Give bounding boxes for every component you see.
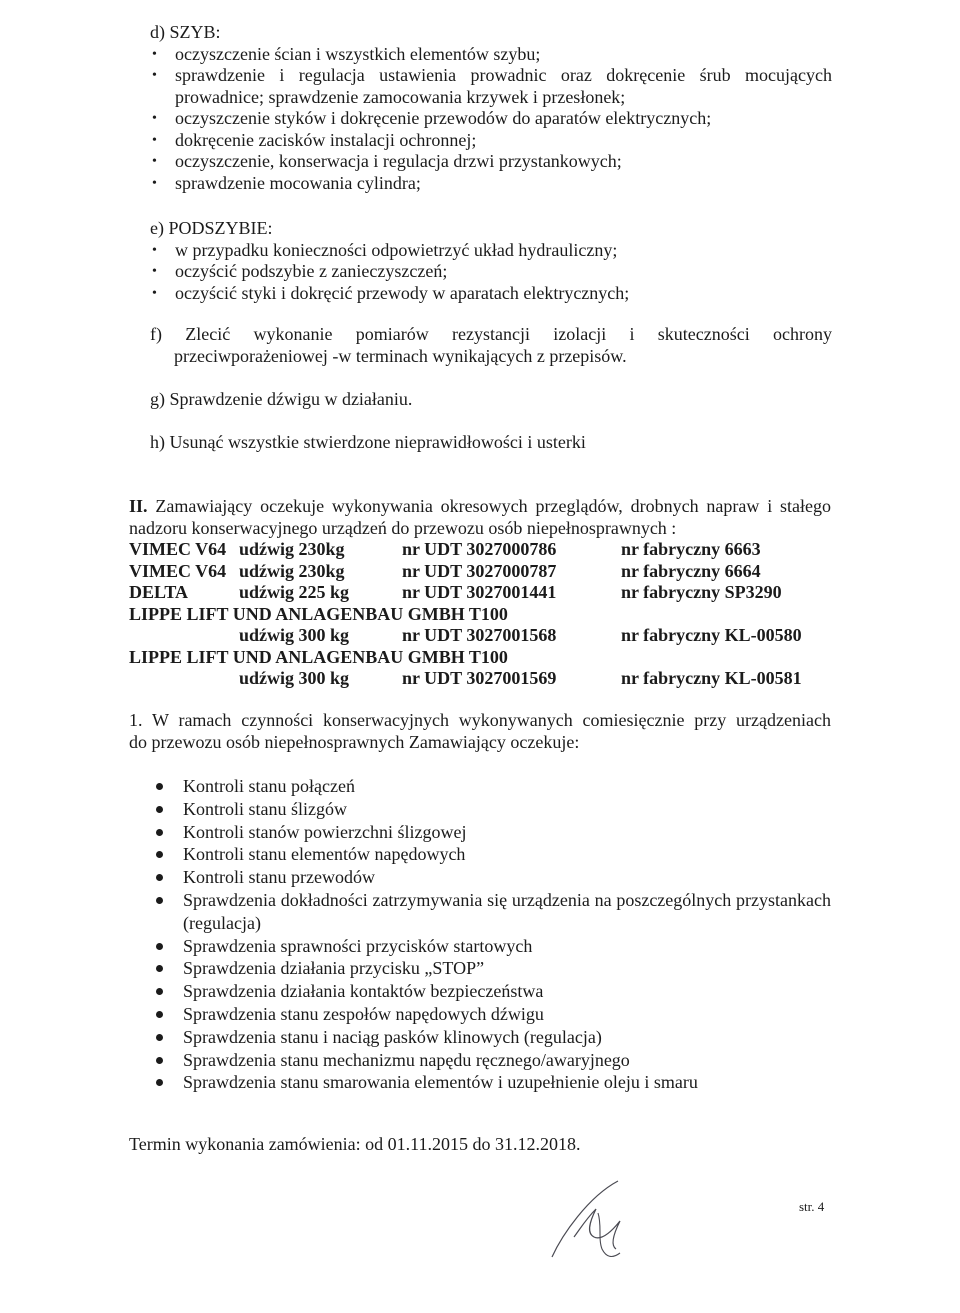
device-serial: nr fabryczny 6663 xyxy=(621,539,761,559)
device-udt: nr UDT 3027001569 xyxy=(402,668,557,688)
device-serial: nr fabryczny KL-00580 xyxy=(621,625,802,645)
list-item: • w przypadku konieczności odpowietrzyć układ hydrauliczny; xyxy=(150,240,832,262)
checklist-list xyxy=(129,775,831,1094)
device-capacity: udźwig 300 kg xyxy=(239,625,350,645)
list-item: Sprawdzenia stanu zespołów napędowych dźwigu xyxy=(129,1003,831,1026)
section-e xyxy=(150,218,832,304)
device-model: VIMEC V64 xyxy=(129,539,227,559)
section-II-intro-text: Zamawiający oczekuje wykonywania okresowych przeglądów, drobnych napraw i stałego nadzoru konserwacyjnego urządzeń do przewozu osób niepełnosprawnych : xyxy=(129,496,831,538)
section-f-line1: f) Zlecić wykonanie pomiarów rezystancji izolacji i skuteczności ochrony xyxy=(150,324,832,344)
list-item: • oczyszczenie, konserwacja i regulacja drzwi przystankowych; xyxy=(150,151,832,173)
section-f xyxy=(150,324,832,367)
list-item: Sprawdzenia dokładności zatrzymywania się urządzenia na poszczególnych przystankach (regulacja) xyxy=(129,889,831,935)
point-1 xyxy=(129,710,831,753)
section-d xyxy=(150,22,832,194)
device-model: LIPPE LIFT UND ANLAGENBAU GMBH T100 xyxy=(129,646,508,667)
list-item: Sprawdzenia stanu i naciąg pasków klinowych (regulacja) xyxy=(129,1026,831,1049)
list-item: Kontroli stanów powierzchni ślizgowej xyxy=(129,821,831,844)
list-item: Sprawdzenia stanu mechanizmu napędu ręcznego/awaryjnego xyxy=(129,1049,831,1072)
list-item: Kontroli stanu połączeń xyxy=(129,775,831,798)
list-item: • sprawdzenie mocowania cylindra; xyxy=(150,173,832,195)
device-model: VIMEC V64 xyxy=(129,560,227,581)
section-e-heading: e) PODSZYBIE: xyxy=(150,218,273,238)
device-serial: nr fabryczny KL-00581 xyxy=(621,668,802,688)
section-II xyxy=(129,496,831,539)
section-d-list xyxy=(150,44,832,195)
device-udt: nr UDT 3027001441 xyxy=(402,582,557,602)
device-udt: nr UDT 3027000786 xyxy=(402,539,557,559)
signature-icon xyxy=(540,1175,640,1265)
list-item: Kontroli stanu ślizgów xyxy=(129,798,831,821)
list-item: • oczyszczenie styków i dokręcenie przewodów do aparatów elektrycznych; xyxy=(150,108,832,130)
section-e-list xyxy=(150,240,832,305)
section-d-heading: d) SZYB: xyxy=(150,22,221,42)
device-udt: nr UDT 3027000787 xyxy=(402,560,557,581)
deadline xyxy=(129,1134,831,1156)
point-1-line1: 1. W ramach czynności konserwacyjnych wykonywanych comiesięcznie przy urządzeniach xyxy=(129,710,831,730)
device-serial: nr fabryczny SP3290 xyxy=(621,582,782,602)
point-1-line2: do przewozu osób niepełnosprawnych Zamawiający oczekuje: xyxy=(129,731,580,752)
section-g xyxy=(150,389,832,411)
list-item: Sprawdzenia stanu smarowania elementów i uzupełnienie oleju i smaru xyxy=(129,1071,831,1094)
section-h-text: h) Usunąć wszystkie stwierdzone nieprawidłowości i usterki xyxy=(150,432,586,452)
device-capacity: udźwig 300 kg xyxy=(239,668,350,688)
device-udt: nr UDT 3027001568 xyxy=(402,625,557,645)
list-item: Kontroli stanu przewodów xyxy=(129,866,831,889)
list-item: Sprawdzenia działania kontaktów bezpieczeństwa xyxy=(129,980,831,1003)
section-f-line2: przeciwporażeniowej -w terminach wynikających z przepisów. xyxy=(174,345,627,366)
section-II-intro xyxy=(129,496,831,539)
page-number: str. 4 xyxy=(799,1199,825,1214)
list-item: Kontroli stanu elementów napędowych xyxy=(129,843,831,866)
list-item: Sprawdzenia działania przycisku „STOP” xyxy=(129,957,831,980)
list-item: • oczyszczenie ścian i wszystkich elementów szybu; xyxy=(150,44,832,66)
device-serial: nr fabryczny 6664 xyxy=(621,560,761,581)
list-item: • dokręcenie zacisków instalacji ochronnej; xyxy=(150,130,832,152)
device-model: LIPPE LIFT UND ANLAGENBAU GMBH T100 xyxy=(129,603,508,624)
list-item: • oczyścić podszybie z zanieczyszczeń; xyxy=(150,261,832,283)
section-II-numeral: II. xyxy=(129,496,148,516)
section-g-text: g) Sprawdzenie dźwigu w działaniu. xyxy=(150,389,413,409)
device-model: DELTA xyxy=(129,582,189,602)
list-item: • sprawdzenie i regulacja ustawienia prowadnic oraz dokręcenie śrub mocujących prowadnice; sprawdzenie zamocowania krzywek i przesłonek; xyxy=(150,65,832,108)
list-item: Sprawdzenia sprawności przycisków startowych xyxy=(129,935,831,958)
section-h xyxy=(150,432,832,454)
device-capacity: udźwig 230kg xyxy=(239,539,345,559)
device-capacity: udźwig 225 kg xyxy=(239,582,350,602)
checklist xyxy=(129,775,831,1094)
device-capacity: udźwig 230kg xyxy=(239,560,345,581)
deadline-text: Termin wykonania zamówienia: od 01.11.2015 do 31.12.2018. xyxy=(129,1134,581,1154)
list-item: • oczyścić styki i dokręcić przewody w aparatach elektrycznych; xyxy=(150,283,832,305)
